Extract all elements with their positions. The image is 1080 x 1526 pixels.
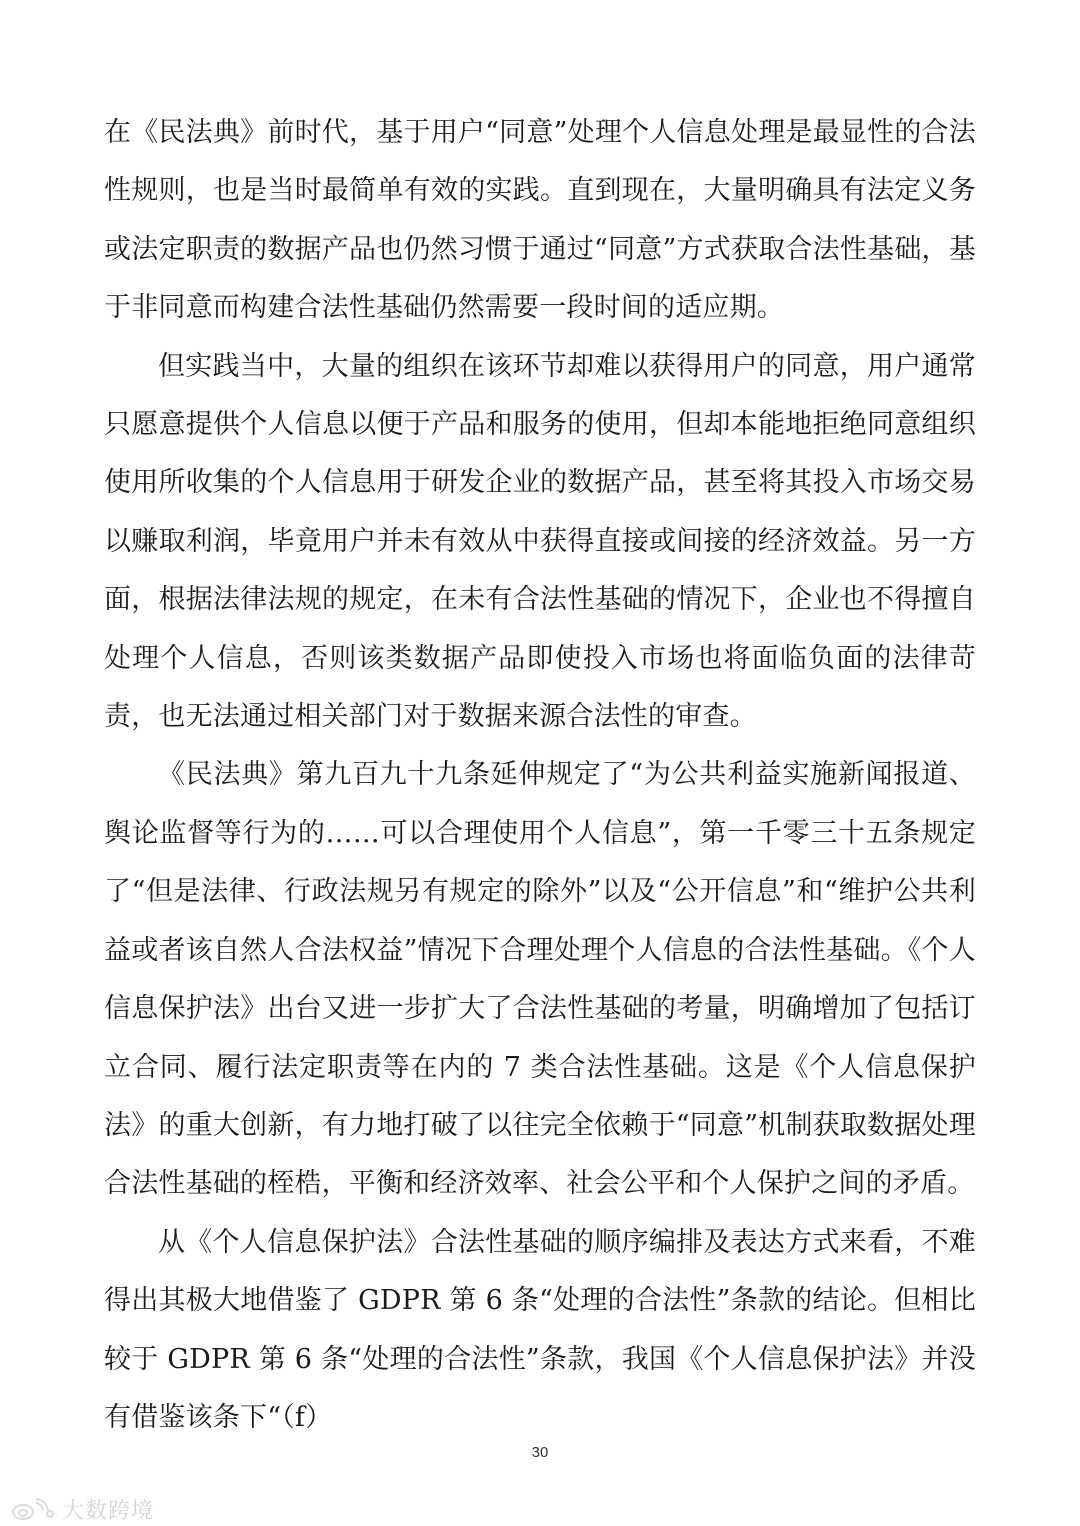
watermark-text: 大数跨境 [62, 1499, 155, 1524]
page-number: 30 [531, 1444, 549, 1461]
watermark [10, 1494, 154, 1525]
document-body [104, 104, 976, 1447]
paragraph-2: 但实践当中，大量的组织在该环节却难以获得用户的同意，用户通常只愿意提供个人信息以便于产品和服务的使用，但却本能地拒绝同意组织使用所收集的个人信息用于研发企业的数据产品，甚至将其投入市场交易以赚取利润，毕竟用户并未有效从中获得直接或间接的经济效益。另一方面，根据法律法规的规定，在未有合法性基础的情况下，企业也不得擅自处理个人信息，否则该类数据产品即使投入市场也将面临负面的法律苛责，也无法通过相关部门对于数据来源合法性的审查。 [104, 350, 976, 733]
paragraph-3: 《民法典》第九百九十九条延伸规定了“为公共利益实施新闻报道、舆论监督等行为的……可以合理使用个人信息”，第一千零三十五条规定了“但是法律、行政法规另有规定的除外”以及“公开信息”和“维护公共利益或者该自然人合法权益”情况下合理处理个人信息的合法性基础。《个人信息保护法》出台又进一步扩大了合法性基础的考量，明确增加了包括订立合同、履行法定职责等在内的 7 类合法性基础。这是《个人信息保护法》的重大创新，有力地打破了以往完全依赖于“同意”机制获取数据处理合法性基础的桎梏，平衡和经济效率、社会公平和个人保护之间的矛盾。 [104, 759, 976, 1200]
paragraph-1: 在《民法典》前时代，基于用户“同意”处理个人信息处理是最显性的合法性规则，也是当时最简单有效的实践。直到现在，大量明确具有法定义务或法定职责的数据产品也仍然习惯于通过“同意”方式获取合法性基础，基于非同意而构建合法性基础仍然需要一段时间的适应期。 [104, 117, 976, 324]
weibo-logo-icon [10, 1498, 56, 1522]
paragraph-4: 从《个人信息保护法》合法性基础的顺序编排及表达方式来看，不难得出其极大地借鉴了 GDPR 第 6 条“处理的合法性”条款的结论。但相比较于 GDPR 第 6 条“处理的合法性”条款，我国《个人信息保护法》并没有借鉴该条下“（f） [104, 1226, 976, 1433]
